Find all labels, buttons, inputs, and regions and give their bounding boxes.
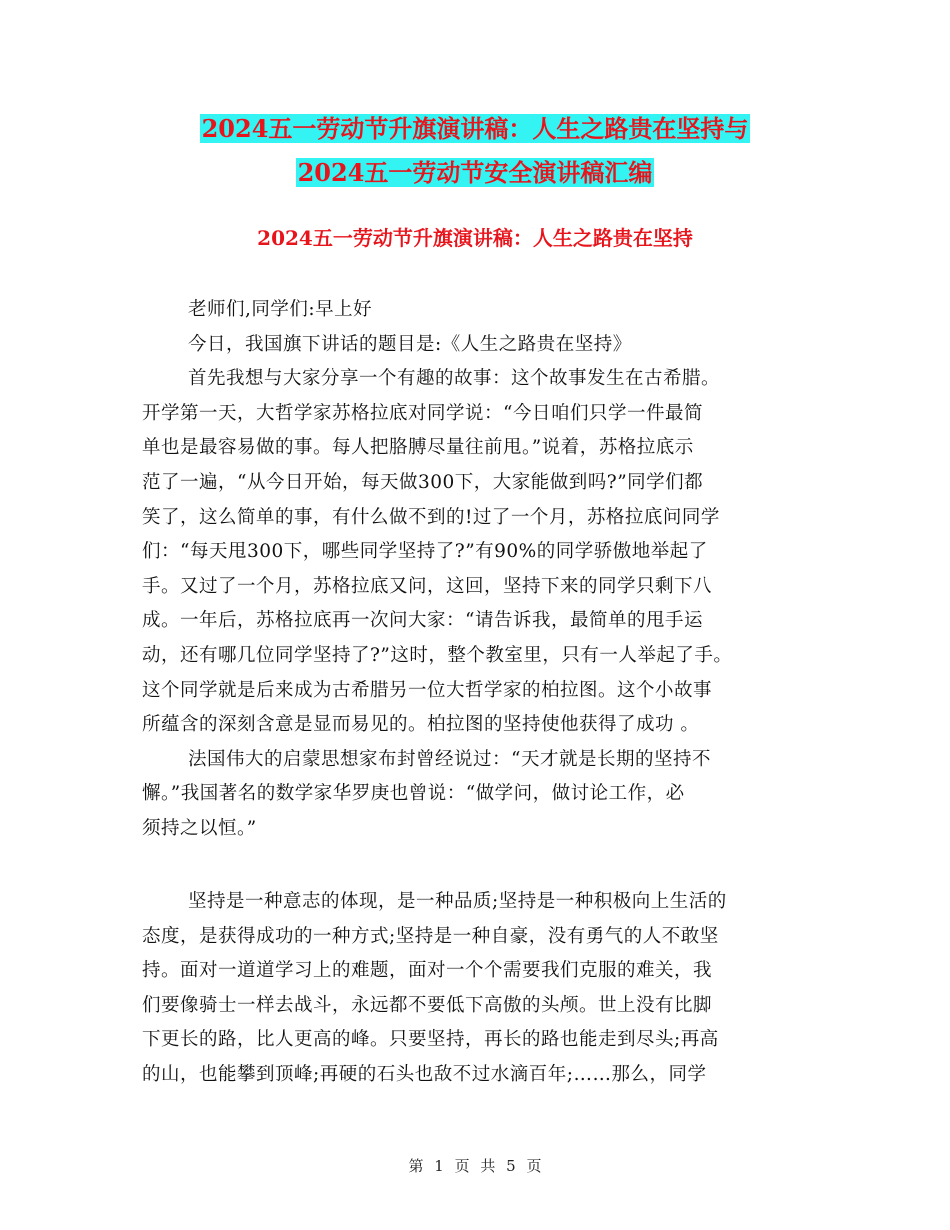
text-line: 法国伟大的启蒙思想家布封曾经说过：“天才就是长期的坚持不 xyxy=(188,748,711,770)
text-line: 持。面对一道道学习上的难题，面对一个个需要我们克服的难关，我 xyxy=(142,960,713,982)
text-line: 老师们,同学们:早上好 xyxy=(188,299,373,320)
section-title: 2024五一劳动节升旗演讲稿：人生之路贵在坚持 xyxy=(257,226,693,250)
document-title-line-2 xyxy=(0,156,950,190)
title-highlight-1: 2024五一劳动节升旗演讲稿：人生之路贵在坚持与 xyxy=(201,114,749,143)
text-line: 今日，我国旗下讲话的题目是:《人生之路贵在坚持》 xyxy=(188,333,632,355)
text-line: 笑了，这么简单的事，有什么做不到的!过了一个月，苏格拉底问同学 xyxy=(142,506,720,528)
text-line: 们要像骑士一样去战斗，永远都不要低下高傲的头颅。世上没有比脚 xyxy=(142,994,713,1016)
title-highlight-2: 2024五一劳动节安全演讲稿汇编 xyxy=(297,158,653,187)
text-line: 坚持是一种意志的体现，是一种品质;坚持是一种积极向上生活的 xyxy=(188,891,727,912)
text-line: 首先我想与大家分享一个有趣的故事：这个故事发生在古希腊。 xyxy=(188,368,721,390)
text-line: 动，还有哪几位同学坚持了?”这时，整个教室里，只有一人举起了手。 xyxy=(142,644,733,666)
text-line: 们：“每天甩300下，哪些同学坚持了?”有90%的同学骄傲地举起了 xyxy=(142,541,708,563)
text-line: 下更长的路，比人更高的峰。只要坚持，再长的路也能走到尽头;再高 xyxy=(142,1029,719,1051)
document-title-line-1 xyxy=(0,112,950,146)
text-line: 单也是最容易做的事。每人把胳膊尽量往前甩。”说着，苏格拉底示 xyxy=(142,437,694,459)
text-line: 懈。”我国著名的数学家华罗庚也曾说：“做学问，做讨论工作，必 xyxy=(142,783,685,805)
body-text-block xyxy=(142,293,818,847)
text-line: 的山，也能攀到顶峰;再硬的石头也敌不过水滴百年;……那么，同学 xyxy=(142,1063,707,1085)
page-footer: 第 1 页 共 5 页 xyxy=(408,1157,542,1175)
text-line: 态度，是获得成功的一种方式;坚持是一种自豪，没有勇气的人不敢坚 xyxy=(142,925,719,947)
text-line: 这个同学就是后来成为古希腊另一位大哲学家的柏拉图。这个小故事 xyxy=(142,679,713,701)
body-text-block-2 xyxy=(142,885,818,1093)
text-line: 手。又过了一个月，苏格拉底又问，这回，坚持下来的同学只剩下八 xyxy=(142,575,713,597)
text-line: 所蕴含的深刻含意是显而易见的。柏拉图的坚持使他获得了成功 。 xyxy=(142,714,700,736)
text-line: 须持之以恒。” xyxy=(142,817,257,839)
text-line: 成。一年后，苏格拉底再一次问大家：“请告诉我，最简单的甩手运 xyxy=(142,610,703,632)
text-line: 范了一遍，“从今日开始，每天做300下，大家能做到吗?”同学们都 xyxy=(142,471,704,493)
text-line: 开学第一天，大哲学家苏格拉底对同学说：“今日咱们只学一件最简 xyxy=(142,402,703,424)
